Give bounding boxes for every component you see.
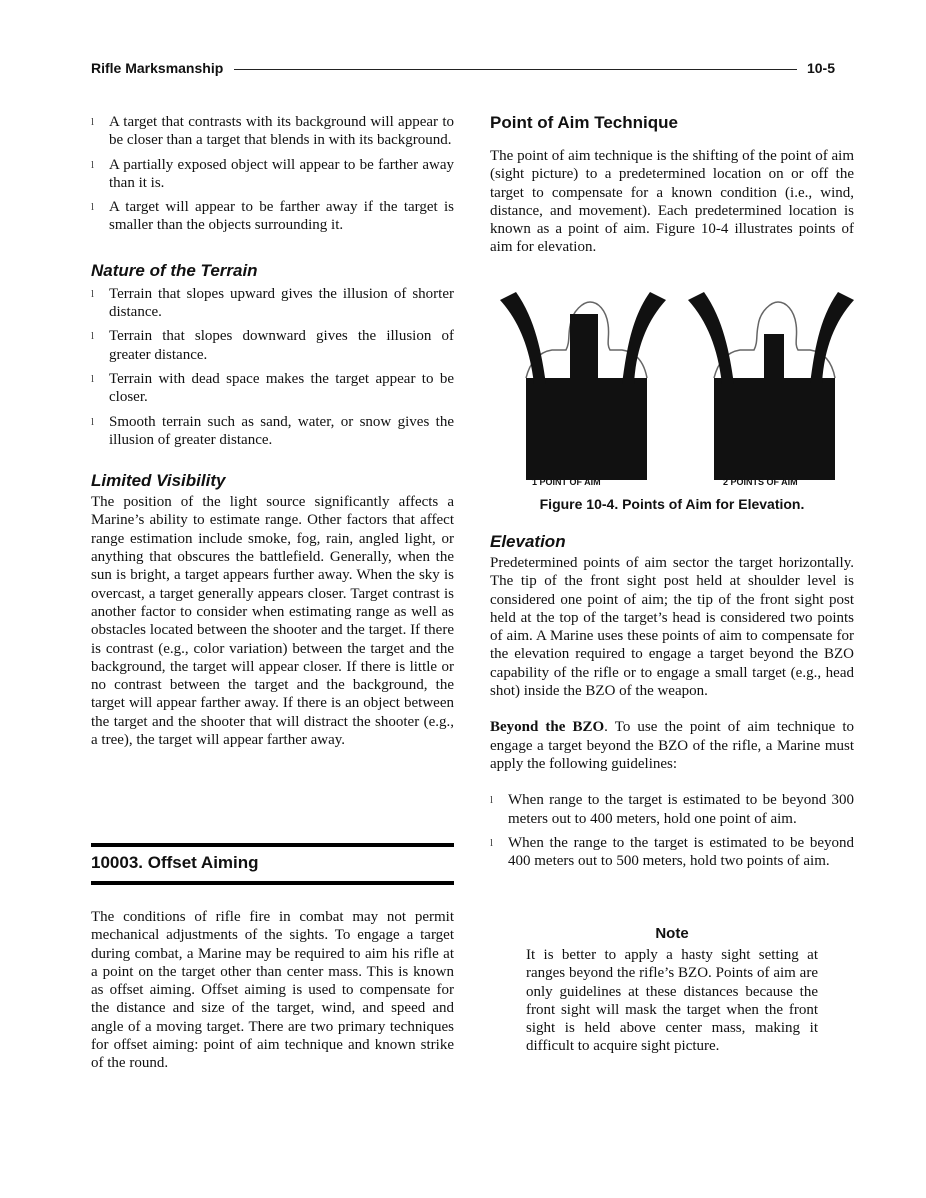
section-heading-box	[91, 843, 454, 885]
intro-bullet-list	[91, 113, 454, 235]
list-item: l A target that contrasts with its background will appear to be closer than a target that blends in with its background.	[91, 114, 454, 149]
elevation-section	[490, 532, 854, 876]
list-item: l A target will appear to be farther away if the target is smaller than the objects surrounding it.	[91, 199, 454, 234]
note-text: It is better to apply a hasty sight setting at ranges beyond the rifle’s BZO. Points of aim are only guidelines at these distances because the front sight will mask the target when the front sight is held above center mass, making it difficult to acquire sight picture.	[526, 947, 818, 1055]
visibility-paragraph: The position of the light source significantly affects a Marine’s ability to estimate range. Other factors that affect range estimation include smoke, fog, rain, angled light, or anything that obscures the battlefield. Generally, when the sun is bright, a target appears further away. When the sky is overcast, a target generally appears closer. Target contrast is another factor to consider when estimating range as well as obstacles located between the shooter and the target. If there is contrast (e.g., color variation) between the target and the background, the target will appear closer. If there is little or no contrast between the target and the background, the target will appear farther away. If there is an object between the target and the shooter that will distract the shooter (e.g., a tree), the target will appear farther away.	[91, 494, 454, 749]
bullet-marker: l	[91, 330, 95, 343]
bullet-marker: l	[91, 372, 95, 385]
bzo-bullet-list	[490, 791, 854, 870]
figure-label-two-points: 2 POINTS OF AIM	[723, 477, 798, 487]
header-rule	[234, 69, 797, 70]
visibility-heading: Limited Visibility	[91, 471, 226, 491]
bullet-marker: l	[91, 158, 95, 171]
page-number: 10-5	[806, 60, 835, 76]
left-column	[91, 113, 454, 749]
list-item: l A partially exposed object will appear to be farther away than it is.	[91, 156, 454, 191]
page-header	[91, 60, 835, 82]
list-item: l Terrain with dead space makes the target appear to be closer.	[91, 370, 454, 406]
elevation-paragraph: Predetermined points of aim sector the target horizontally. The tip of the front sight post held at shoulder level is considered one point of aim; the tip of the front sight post held at the top of the target’s head is considered two points of aim. A Marine uses these points of aim to compensate for the elevation required to engage a target beyond the BZO capability of the rifle or to engage a small target (e.g., head shot) inside the BZO of the weapon.	[490, 555, 854, 700]
points-of-aim-figure	[490, 280, 854, 480]
figure-caption: Figure 10-4. Points of Aim for Elevation.	[539, 496, 805, 512]
list-item: l When range to the target is estimated to be beyond 300 meters out to 400 meters, hold one point of aim.	[490, 792, 854, 827]
bzo-paragraph: Beyond the BZO. To use the point of aim technique to engage a target beyond the BZO of the rifle, a Marine must apply the following guidelines:	[490, 719, 854, 772]
terrain-heading: Nature of the Terrain	[91, 260, 258, 280]
bullet-marker: l	[91, 415, 95, 428]
list-item: l Smooth terrain such as sand, water, or snow gives the illusion of greater distance.	[91, 413, 454, 448]
list-item: l When the range to the target is estimated to be beyond 400 meters out to 500 meters, hold two points of aim.	[490, 834, 854, 870]
bullet-marker: l	[490, 794, 494, 807]
offset-paragraph: The conditions of rifle fire in combat may not permit mechanical adjustments of the sights. To engage a target during combat, a Marine may be required to aim his rifle at a point on the target other than center mass. This is known as offset aiming. Offset aiming is used to compensate for the distance and size of the target, wind, and speed and angle of a moving target. There are two primary techniques for offset aiming: point of aim technique and known strike of the round.	[91, 909, 454, 1072]
poa-paragraph: The point of aim technique is the shifting of the point of aim (sight picture) to a predetermined location on or off the target to compensate for a known condition (i.e., wind, distance, and movement). Each predetermined location is known as a point of aim. Figure 10-4 illustrates points of aim for elevation.	[490, 148, 854, 256]
running-title: Rifle Marksmanship	[91, 60, 224, 76]
sight-picture-two-points	[688, 292, 854, 480]
bullet-marker: l	[91, 201, 95, 214]
list-item: l Terrain that slopes upward gives the illusion of shorter distance.	[91, 285, 454, 321]
note-title: Note	[655, 925, 689, 942]
sight-picture-one-point	[500, 292, 666, 480]
figure-label-one-point: 1 POINT OF AIM	[532, 477, 601, 487]
bullet-marker: l	[91, 116, 95, 128]
terrain-bullet-list	[91, 285, 454, 449]
list-item: l Terrain that slopes downward gives the illusion of greater distance.	[91, 328, 454, 363]
bzo-lead: Beyond the BZO	[490, 719, 605, 736]
bullet-marker: l	[490, 836, 494, 849]
bullet-marker: l	[91, 287, 95, 300]
poa-heading: Point of Aim Technique	[490, 113, 678, 132]
section-heading: 10003. Offset Aiming	[91, 853, 259, 872]
right-column	[490, 113, 854, 257]
elevation-heading: Elevation	[490, 532, 566, 551]
